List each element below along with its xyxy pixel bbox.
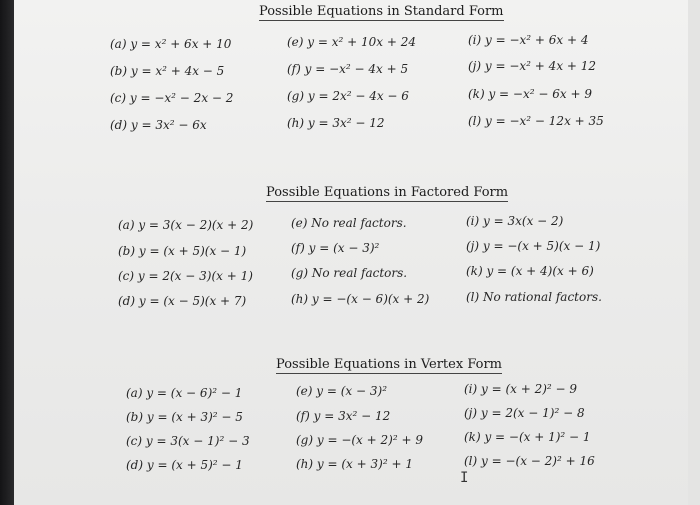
factored-eq-i: (i) y = 3x(x − 2)	[466, 214, 564, 228]
standard-eq-l: (l) y = −x² − 12x + 35	[468, 114, 604, 128]
standard-form-title: Possible Equations in Standard Form	[259, 4, 504, 19]
vertex-eq-c: (c) y = 3(x − 1)² − 3	[126, 434, 250, 448]
standard-eq-d: (d) y = 3x² − 6x	[110, 118, 207, 132]
vertex-eq-h: (h) y = (x + 3)² + 1	[296, 457, 413, 471]
vertex-eq-g: (g) y = −(x + 2)² + 9	[296, 433, 423, 447]
factored-eq-f: (f) y = (x − 3)²	[291, 241, 380, 255]
standard-eq-e: (e) y = x² + 10x + 24	[287, 35, 416, 49]
vertex-eq-a: (a) y = (x − 6)² − 1	[126, 386, 243, 400]
standard-eq-j: (j) y = −x² + 4x + 12	[468, 59, 597, 73]
standard-eq-c: (c) y = −x² − 2x − 2	[110, 91, 234, 105]
vertex-form-title: Possible Equations in Vertex Form	[276, 357, 502, 372]
dark-background-left	[0, 0, 14, 505]
standard-eq-i: (i) y = −x² + 6x + 4	[468, 33, 589, 47]
factored-form-title: Possible Equations in Factored Form	[266, 185, 509, 200]
factored-eq-l: (l) No rational factors.	[466, 290, 602, 304]
worksheet-page	[14, 0, 688, 505]
vertex-eq-f: (f) y = 3x² − 12	[296, 409, 391, 423]
vertex-eq-l: (l) y = −(x − 2)² + 16	[464, 454, 595, 468]
factored-eq-a: (a) y = 3(x − 2)(x + 2)	[118, 218, 254, 232]
vertex-eq-i: (i) y = (x + 2)² − 9	[464, 382, 578, 396]
standard-eq-a: (a) y = x² + 6x + 10	[110, 37, 232, 51]
factored-eq-h: (h) y = −(x − 6)(x + 2)	[291, 292, 430, 306]
standard-eq-f: (f) y = −x² − 4x + 5	[287, 62, 409, 76]
factored-eq-d: (d) y = (x − 5)(x + 7)	[118, 294, 247, 308]
factored-eq-k: (k) y = (x + 4)(x + 6)	[466, 264, 594, 278]
factored-eq-j: (j) y = −(x + 5)(x − 1)	[466, 239, 601, 253]
vertex-eq-d: (d) y = (x + 5)² − 1	[126, 458, 243, 472]
factored-eq-e: (e) No real factors.	[291, 216, 407, 230]
vertex-eq-j: (j) y = 2(x − 1)² − 8	[464, 406, 585, 420]
factored-eq-g: (g) No real factors.	[291, 266, 408, 280]
standard-eq-g: (g) y = 2x² − 4x − 6	[287, 89, 409, 103]
standard-eq-b: (b) y = x² + 4x − 5	[110, 64, 225, 78]
factored-eq-b: (b) y = (x + 5)(x − 1)	[118, 244, 247, 258]
vertex-eq-b: (b) y = (x + 3)² − 5	[126, 410, 243, 424]
paper-edge-right	[688, 0, 700, 505]
text-cursor-icon: I	[460, 470, 469, 486]
factored-eq-c: (c) y = 2(x − 3)(x + 1)	[118, 269, 253, 283]
vertex-eq-k: (k) y = −(x + 1)² − 1	[464, 430, 591, 444]
vertex-eq-e: (e) y = (x − 3)²	[296, 384, 388, 398]
standard-eq-h: (h) y = 3x² − 12	[287, 116, 385, 130]
standard-eq-k: (k) y = −x² − 6x + 9	[468, 87, 592, 101]
